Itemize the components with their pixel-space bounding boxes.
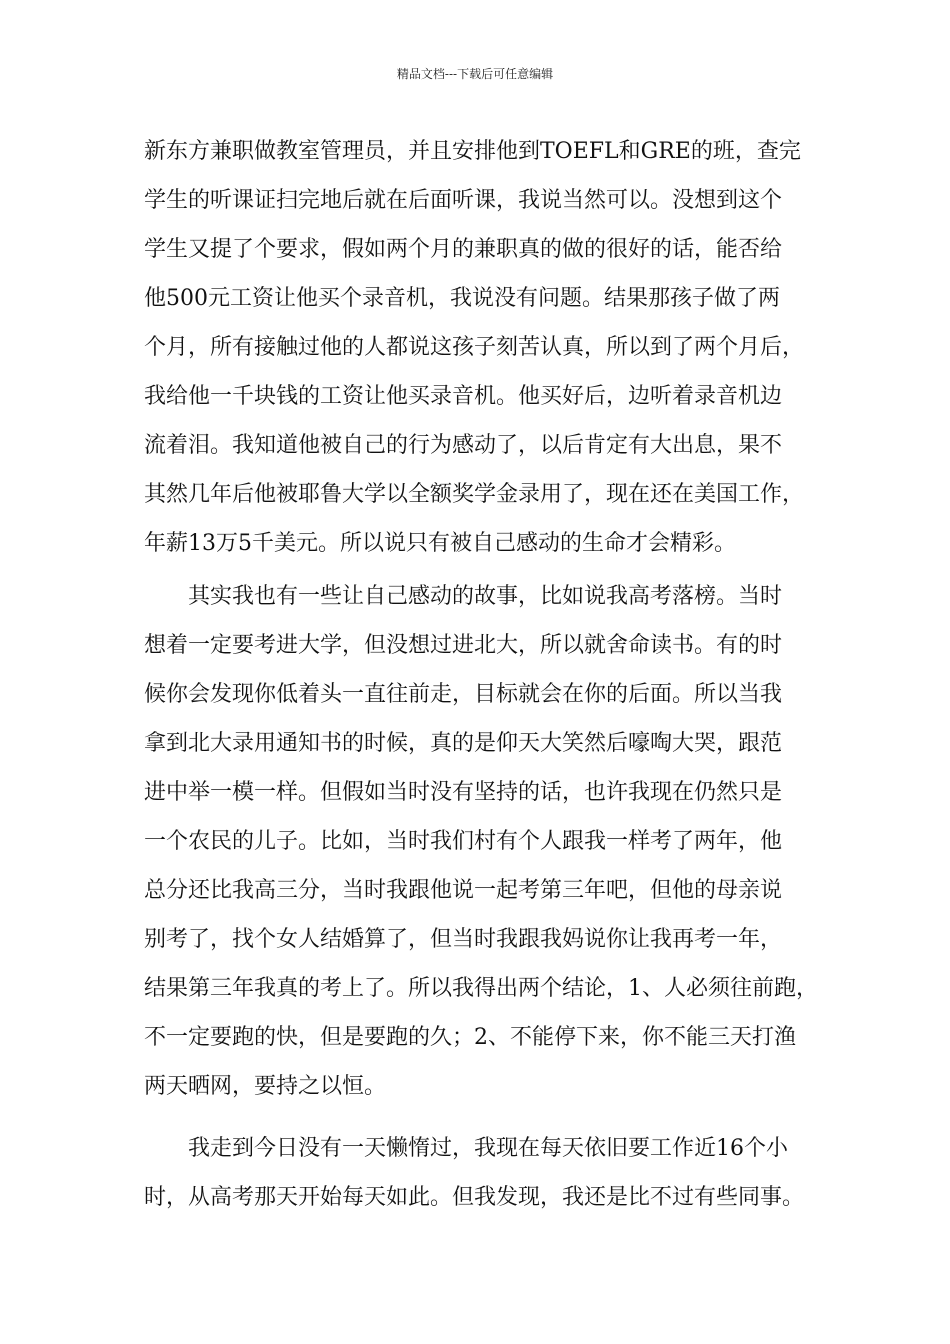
text-line: 拿到北大录用通知书的时候，真的是仰天大笑然后嚎啕大哭，跟范 — [144, 731, 783, 756]
text-line: 进中举一模一样。但假如当时没有坚持的话，也许我现在仍然只是 — [144, 780, 783, 805]
text-line: 学生的听课证扫完地后就在后面听课，我说当然可以。没想到这个 — [144, 188, 783, 213]
text-line: 年薪13万5千美元。所以说只有被自己感动的生命才会精彩。 — [144, 531, 736, 556]
text-line: 结果第三年我真的考上了。所以我得出两个结论，1、人必须往前跑， — [144, 976, 818, 1001]
paragraph-first-line: 其实我也有一些让自己感动的故事，比如说我高考落榜。当时 — [188, 584, 783, 609]
text-line: 候你会发现你低着头一直往前走，目标就会在你的后面。所以当我 — [144, 682, 783, 707]
text-line: 他500元工资让他买个录音机，我说没有问题。结果那孩子做了两 — [144, 286, 780, 311]
text-line: 两天晒网，要持之以恒。 — [144, 1074, 387, 1099]
text-line: 总分还比我高三分，当时我跟他说一起考第三年吧，但他的母亲说 — [144, 878, 783, 903]
text-line: 学生又提了个要求，假如两个月的兼职真的做的很好的话，能否给 — [144, 237, 783, 262]
paragraph-first-line: 我走到今日没有一天懒惰过，我现在每天依旧要工作近16个小 — [188, 1136, 788, 1161]
text-line: 个月，所有接触过他的人都说这孩子刻苦认真，所以到了两个月后， — [144, 335, 805, 360]
text-line: 我给他一千块钱的工资让他买录音机。他买好后，边听着录音机边 — [144, 384, 783, 409]
text-line: 流着泪。我知道他被自己的行为感动了，以后肯定有大出息，果不 — [144, 433, 783, 458]
text-line: 别考了，找个女人结婚算了，但当时我跟我妈说你让我再考一年， — [144, 927, 783, 952]
text-line: 时，从高考那天开始每天如此。但我发现，我还是比不过有些同事。 — [144, 1185, 805, 1210]
text-line: 不一定要跑的快，但是要跑的久；2、不能停下来，你不能三天打渔 — [144, 1025, 796, 1050]
text-line: 新东方兼职做教室管理员，并且安排他到TOEFL和GRE的班，查完 — [144, 139, 801, 164]
text-line: 其然几年后他被耶鲁大学以全额奖学金录用了，现在还在美国工作， — [144, 482, 805, 507]
text-line: 一个农民的儿子。比如，当时我们村有个人跟我一样考了两年，他 — [144, 829, 783, 854]
page-header: 精品文档---下载后可任意编辑 — [396, 67, 554, 81]
text-line: 想着一定要考进大学，但没想过进北大，所以就舍命读书。有的时 — [144, 633, 783, 658]
